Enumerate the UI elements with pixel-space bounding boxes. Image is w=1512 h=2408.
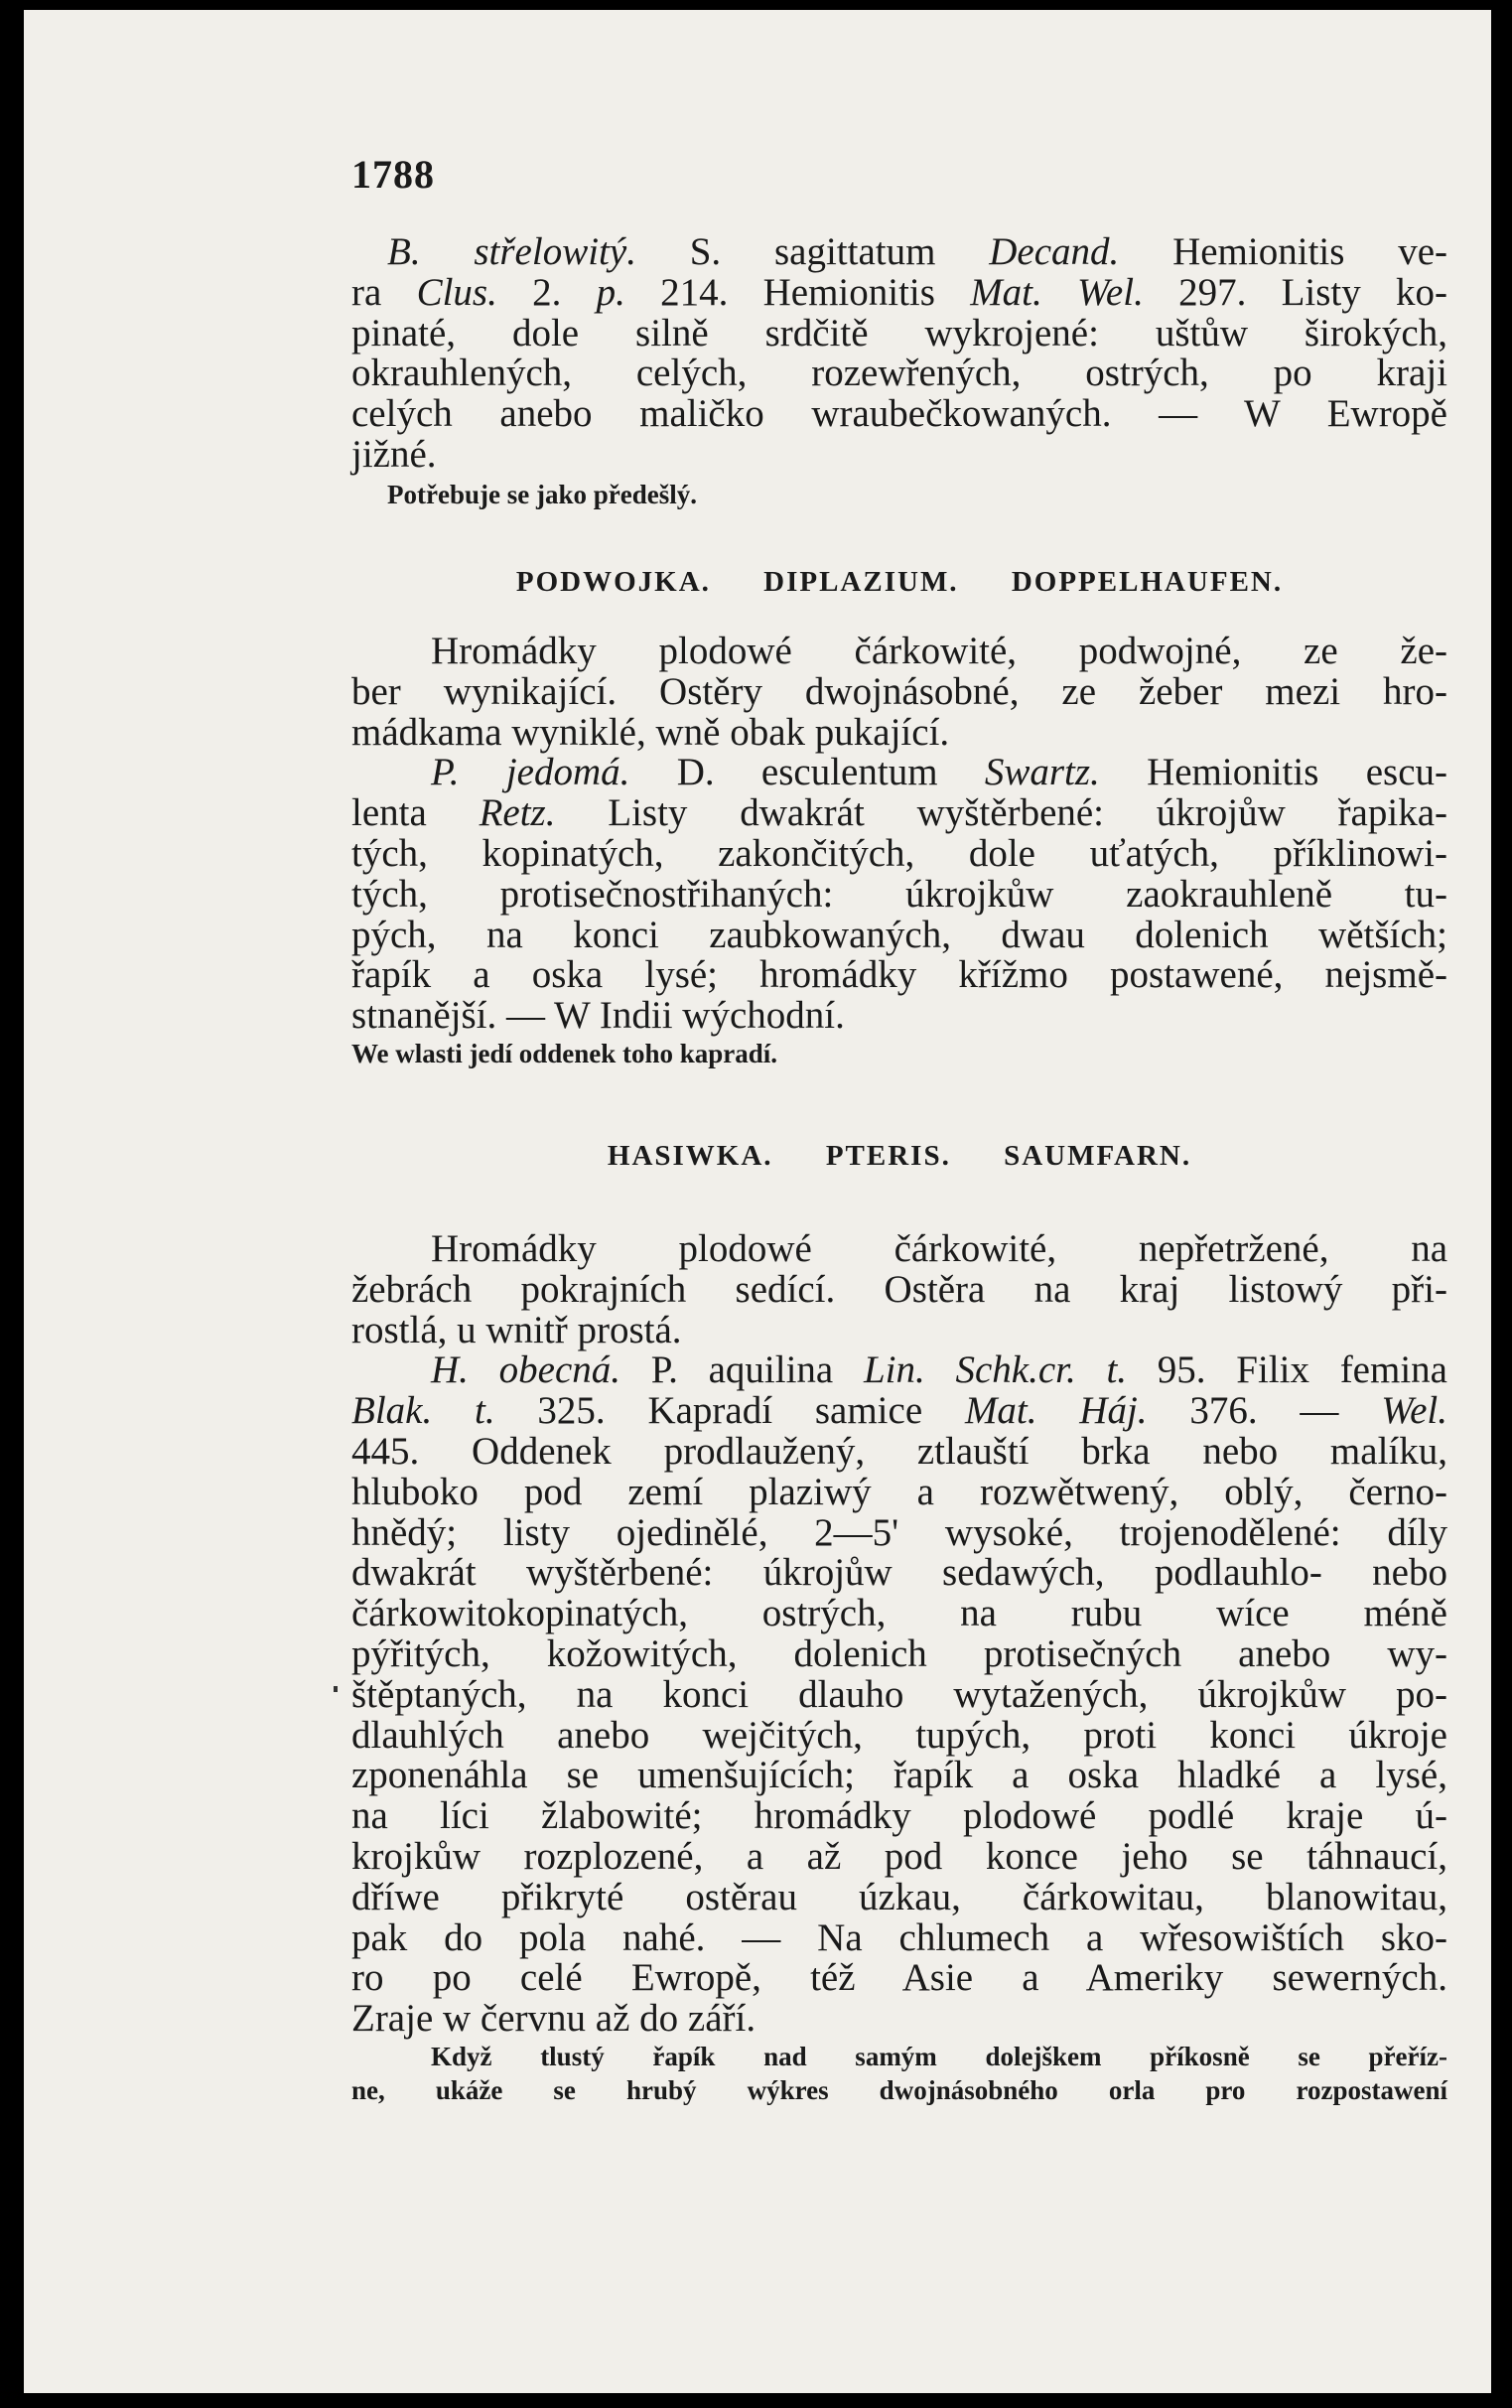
entry-b-strelowity [351, 232, 1447, 511]
text-line: tých, kopinatých, zakončitých, dole uťatých, příklinowi- [351, 831, 1447, 875]
text-line: dlauhlých anebo wejčitých, tupých, proti konci úkroje [351, 1713, 1447, 1757]
text-line: 445. Oddenek prodlaužený, ztlauští brka nebo malíku, [351, 1429, 1447, 1473]
text-line: hluboko pod zemí plaziwý a rozwětwený, oblý, černo- [351, 1470, 1447, 1513]
text-line: okrauhlených, celých, rozewřených, ostrých, po kraji [351, 352, 1447, 395]
genus-pteris-description [351, 1229, 1447, 2107]
ink-speck [334, 1686, 338, 1692]
text-line: Hromádky plodowé čárkowité, podwojné, ze že- [431, 630, 1447, 672]
text-line: Zraje w červnu až do září. [351, 1997, 756, 2041]
text-line: štěptaných, na konci dlauho wytažených, úkrojkůw po- [351, 1672, 1447, 1716]
text-line: Hromádky plodowé čárkowité, nepřetržené, na [431, 1227, 1447, 1270]
text-line: dříwe přikryté ostěrau úzkau, čárkowitau, blanowitau, [351, 1875, 1447, 1918]
text-line: dwakrát wyštěrbené: úkrojůw sedawých, podlauhlo- nebo [351, 1551, 1447, 1595]
text-line: pých, na konci zaubkowaných, dwau dolenich wětších; [351, 913, 1447, 956]
text-line: jižné. [351, 432, 437, 476]
text-line: krojkůw rozplozené, a až pod konce jeho se táhnaucí, [351, 1834, 1447, 1878]
usage-note: We wlasti jedí oddenek toho kapradí. [351, 1038, 778, 1068]
text-line: P. jedomá. D. esculentum Swartz. Hemionitis escu- [431, 751, 1447, 794]
text-line: celých anebo maličko wraubečkowaných. — W Ewropě [351, 392, 1447, 436]
usage-note: Když tlustý řapík nad samým dolejškem příkosně se přeříz- [431, 2041, 1447, 2071]
text-line: čárkowitokopinatých, ostrých, na rubu wíce méně [351, 1592, 1447, 1635]
genus-heading-pteris: HASIWKA. PTERIS. SAUMFARN. [607, 1140, 1192, 1172]
text-line: pinaté, dole silně srdčitě wykrojené: uštůw širokých, [351, 311, 1447, 354]
text-line: žebrách pokrajních sedící. Ostěra na kraj listowý při- [351, 1267, 1447, 1311]
text-line: lenta Retz. Listy dwakrát wyštěrbené: úkrojůw řapika- [351, 791, 1447, 835]
text-line: ro po celé Ewropě, též Asie a Ameriky sewerných. [351, 1956, 1447, 2000]
text-line: ber wynikající. Ostěry dwojnásobné, ze žeber mezi hro- [351, 669, 1447, 713]
text-line: H. obecná. P. aquilina Lin. Schk.cr. t. 95. Filix femina [431, 1348, 1447, 1392]
genus-heading-diplazium: PODWOJKA. DIPLAZIUM. DOPPELHAUFEN. [515, 566, 1284, 598]
text-line: mádkama wyniklé, wně obak pukající. [351, 710, 950, 754]
usage-note-continued: ne, ukáže se hrubý wýkres dwojnásobného orla pro rozpostawení [351, 2074, 1447, 2105]
text-line: B. střelowitý. S. sagittatum Decand. Hemionitis ve- [387, 230, 1448, 273]
text-line: ra Clus. 2. p. 214. Hemionitis Mat. Wel. 297. Listy ko- [351, 270, 1447, 314]
text-line: pak do pola nahé. — Na chlumech a wřesowištích sko- [351, 1915, 1447, 1959]
genus-diplazium-description [351, 632, 1447, 1070]
text-line: hnědý; listy ojedinělé, 2—5' wysoké, trojenodělené: díly [351, 1510, 1447, 1554]
text-line: tých, protisečnostřihaných: úkrojkůw zaokrauhleně tu- [351, 872, 1447, 916]
text-line: rostlá, u wnitř prostá. [351, 1308, 682, 1351]
usage-note: Potřebuje se jako předešlý. [387, 479, 697, 509]
text-line: Blak. t. 325. Kapradí samice Mat. Háj. 376. — Wel. [351, 1389, 1448, 1433]
text-line: řapík a oska lysé; hromádky křížmo postawené, nejsmě- [351, 953, 1447, 997]
page-number: 1788 [351, 152, 435, 197]
book-page [24, 10, 1491, 2393]
text-line: pýřitých, kožowitých, dolenich protisečných anebo wy- [351, 1631, 1447, 1675]
text-line: zponenáhla se umenšujících; řapík a oska hladké a lysé, [351, 1754, 1447, 1797]
text-line: stnanější. — W Indii wýchodní. [351, 994, 845, 1038]
text-line: na líci žlabowité; hromádky plodowé podlé kraje ú- [351, 1794, 1447, 1838]
